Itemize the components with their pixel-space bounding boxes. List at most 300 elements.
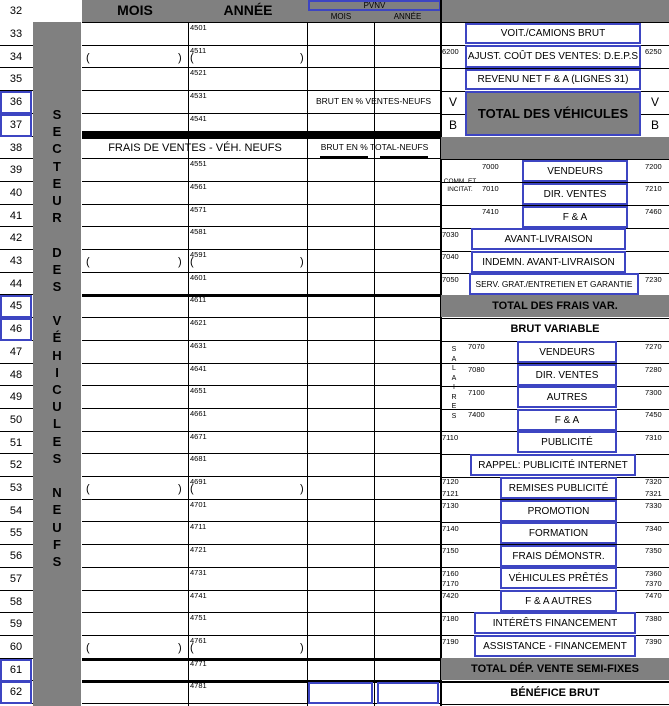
row-number-54: 54 — [9, 505, 23, 517]
annee-cell[interactable] — [188, 613, 307, 636]
mois-cell[interactable] — [82, 659, 188, 682]
annee-cell[interactable] — [188, 182, 307, 205]
open-paren: ( — [190, 52, 194, 64]
section-title-letter: S — [52, 450, 62, 466]
row-number-42: 42 — [9, 232, 23, 244]
code-7450: 7450 — [645, 410, 662, 419]
account-code: 4741 — [190, 591, 207, 600]
close-paren: ) — [300, 483, 304, 495]
interets-box: INTÉRÊTS FINANCEMENT — [474, 612, 636, 634]
pvnv-annee-header: ANNÉE — [393, 12, 422, 21]
account-code: 4511 — [190, 46, 207, 55]
row-number-40: 40 — [9, 187, 23, 199]
row-number-55: 55 — [9, 527, 23, 539]
pvnv-mois-cell[interactable] — [308, 227, 374, 250]
pvnv-mois-cell[interactable] — [308, 159, 374, 182]
annee-cell[interactable] — [188, 46, 307, 69]
pvnv-annee-cell[interactable] — [374, 159, 440, 182]
code-7460: 7460 — [645, 207, 662, 216]
mois-cell[interactable] — [82, 545, 188, 568]
annee-cell[interactable] — [188, 545, 307, 568]
mois-cell[interactable] — [82, 613, 188, 636]
section-title-letter: H — [52, 347, 62, 363]
section-title-letter: V — [52, 313, 62, 329]
mois-cell[interactable] — [82, 568, 188, 591]
benefice-brut: BÉNÉFICE BRUT — [510, 687, 600, 699]
annee-cell[interactable] — [188, 568, 307, 591]
annee-cell[interactable] — [188, 159, 307, 182]
pvnv-mois-cell[interactable] — [308, 591, 374, 614]
code-7200: 7200 — [645, 162, 662, 171]
account-code: 4751 — [190, 613, 207, 622]
account-code: 4691 — [190, 477, 207, 486]
pvnv-annee-cell[interactable] — [374, 613, 440, 636]
sal-dir-ventes-box: DIR. VENTES — [517, 364, 617, 386]
code-7030: 7030 — [442, 230, 459, 239]
code-7410: 7410 — [482, 207, 499, 216]
code-6200: 6200 — [442, 47, 459, 56]
mois-cell[interactable] — [82, 386, 188, 409]
code-7370: 7370 — [645, 579, 662, 588]
pvnv-annee-cell[interactable] — [374, 182, 440, 205]
right-gray-38 — [441, 137, 669, 159]
row-number-53: 53 — [9, 482, 23, 494]
annee-cell[interactable] — [188, 227, 307, 250]
brut-ventes-neufs-label: BRUT EN % VENTES-NEUFS — [316, 96, 432, 106]
annee-cell[interactable] — [188, 23, 307, 46]
pvnv-annee-cell[interactable] — [374, 591, 440, 614]
row-number-49: 49 — [9, 391, 23, 403]
pvnv-mois-cell[interactable] — [308, 23, 374, 46]
v-right: V — [650, 95, 659, 109]
account-code: 4521 — [190, 68, 207, 77]
annee-cell[interactable] — [188, 250, 307, 273]
code-7300: 7300 — [645, 388, 662, 397]
account-code: 4621 — [190, 318, 207, 327]
close-paren: ) — [178, 642, 182, 654]
pvnv-annee-cell[interactable] — [374, 250, 440, 273]
revenu-net-box: REVENU NET F & A (LIGNES 31) — [465, 69, 641, 90]
mois-cell[interactable] — [82, 159, 188, 182]
section-title-letter: I — [55, 364, 59, 380]
annee-cell[interactable] — [188, 659, 307, 682]
mois-cell[interactable] — [82, 522, 188, 545]
row-number-47: 47 — [9, 346, 23, 358]
mois-cell[interactable] — [82, 364, 188, 387]
total-frais-var: TOTAL DES FRAIS VAR. — [492, 300, 618, 312]
pvnv-mois-cell[interactable] — [308, 636, 374, 659]
vendeurs-box: VENDEURS — [522, 160, 628, 182]
account-code: 4711 — [190, 522, 207, 531]
section-title-letter: E — [52, 261, 62, 277]
section-title-vertical — [33, 106, 81, 570]
account-code: 4771 — [190, 659, 207, 668]
code-7160: 7160 — [442, 569, 459, 578]
mois-cell[interactable] — [82, 227, 188, 250]
section-title-letter — [33, 226, 81, 243]
annee-cell[interactable] — [188, 500, 307, 523]
pvnv-annee-cell[interactable] — [374, 409, 440, 432]
account-code: 4781 — [190, 681, 207, 690]
row-number-58: 58 — [9, 596, 23, 608]
avant-livraison-box: AVANT-LIVRAISON — [471, 228, 626, 250]
code-7120: 7120 — [442, 477, 459, 486]
mois-cell[interactable] — [82, 273, 188, 296]
pvnv-annee-cell[interactable] — [374, 341, 440, 364]
salaires-letter: S — [451, 412, 457, 420]
row-number-35: 35 — [9, 73, 23, 85]
salaires-letter: A — [451, 374, 457, 382]
account-code: 4661 — [190, 409, 207, 418]
annee-cell[interactable] — [188, 341, 307, 364]
mois-cell[interactable] — [82, 23, 188, 46]
row-number-38: 38 — [9, 142, 23, 154]
row-number-56: 56 — [9, 550, 23, 562]
pvnv-mois-cell[interactable] — [308, 409, 374, 432]
pvnv-annee-cell[interactable] — [374, 659, 440, 682]
total-dep-vente: TOTAL DÉP. VENTE SEMI-FIXES — [471, 663, 639, 675]
pvnv-annee-cell[interactable] — [374, 454, 440, 477]
annee-cell[interactable] — [188, 114, 307, 137]
pvnv-annee-cell[interactable] — [374, 318, 440, 341]
mois-cell[interactable] — [82, 477, 188, 500]
pvnv-annee-cell[interactable] — [374, 568, 440, 591]
account-code: 4681 — [190, 454, 207, 463]
open-paren: ( — [86, 256, 90, 268]
mois-cell[interactable] — [82, 409, 188, 432]
code-7310: 7310 — [645, 433, 662, 442]
account-code: 4591 — [190, 250, 207, 259]
annee-header: ANNÉE — [223, 2, 273, 18]
section-title-letter: L — [53, 416, 61, 432]
section-title-letter: E — [52, 124, 62, 140]
pvnv-mois-cell[interactable] — [308, 613, 374, 636]
row-number-61: 61 — [0, 659, 32, 682]
row-number-43: 43 — [9, 255, 23, 267]
code-7130: 7130 — [442, 501, 459, 510]
annee-cell[interactable] — [188, 295, 307, 318]
pvnv-annee-cell[interactable] — [374, 545, 440, 568]
brut-variable: BRUT VARIABLE — [510, 323, 600, 335]
account-code: 4671 — [190, 432, 207, 441]
section-title-letter: N — [52, 485, 62, 501]
section-title-letter: U — [52, 192, 62, 208]
account-code: 4631 — [190, 341, 207, 350]
code-7070: 7070 — [468, 342, 485, 351]
code-7321: 7321 — [645, 489, 662, 498]
close-paren: ) — [178, 483, 182, 495]
annee-cell[interactable] — [188, 409, 307, 432]
account-code: 4601 — [190, 273, 207, 282]
account-code: 4721 — [190, 545, 207, 554]
pvnv-annee-cell[interactable] — [374, 91, 440, 114]
account-code: 4571 — [190, 205, 207, 214]
row-number-62: 62 — [0, 681, 32, 704]
row-number-57: 57 — [9, 573, 23, 585]
code-7400: 7400 — [468, 410, 485, 419]
row-number-59: 59 — [9, 618, 23, 630]
code-7040: 7040 — [442, 252, 459, 261]
pvnv-mois-cell[interactable] — [308, 46, 374, 69]
pvnv-mois-cell[interactable] — [308, 250, 374, 273]
account-code: 4501 — [190, 23, 207, 32]
annee-cell[interactable] — [188, 591, 307, 614]
right-header-gray — [441, 0, 669, 22]
pvnv-mois-cell[interactable] — [308, 500, 374, 523]
pvnv-annee-cell[interactable] — [374, 477, 440, 500]
v-left: V — [448, 95, 457, 109]
row-number-48: 48 — [9, 369, 23, 381]
mois-cell[interactable] — [82, 68, 188, 91]
publicite-box: PUBLICITÉ — [517, 431, 617, 453]
mois-cell[interactable] — [82, 182, 188, 205]
pvnv-mois-cell[interactable] — [308, 454, 374, 477]
total-vehicules-box: TOTAL DES VÉHICULES — [465, 91, 641, 136]
pvnv-annee-cell[interactable] — [374, 386, 440, 409]
row-number-32: 32 — [9, 5, 23, 17]
code-6250: 6250 — [645, 47, 662, 56]
open-paren: ( — [190, 642, 194, 654]
pvnv-annee-cell[interactable] — [374, 68, 440, 91]
row-number-33: 33 — [9, 28, 23, 40]
section-title-letter: E — [52, 175, 62, 191]
pvnv-annee-cell[interactable] — [374, 46, 440, 69]
code-7050: 7050 — [442, 275, 459, 284]
frais-demo-box: FRAIS DÉMONSTR. — [500, 545, 617, 567]
mois-cell[interactable] — [82, 454, 188, 477]
ajust-box: AJUST. COÛT DES VENTES: D.E.P.S — [465, 45, 641, 68]
section-title-letter: C — [52, 141, 62, 157]
comm-incitat-label: COMM. ET INCITAT. — [443, 178, 477, 193]
code-7280: 7280 — [645, 365, 662, 374]
mois-cell[interactable] — [82, 205, 188, 228]
pvnv-annee-cell[interactable] — [374, 432, 440, 455]
remises-box: REMISES PUBLICITÉ — [500, 477, 617, 499]
annee-cell[interactable] — [188, 681, 307, 704]
pvnv-mois-cell[interactable] — [308, 568, 374, 591]
pvnv-mois-cell[interactable] — [308, 295, 374, 318]
mois-cell[interactable] — [82, 295, 188, 318]
account-code: 4761 — [190, 636, 207, 645]
account-code: 4641 — [190, 364, 207, 373]
pvnv-mois-header: MOIS — [330, 12, 352, 21]
account-code: 4651 — [190, 386, 207, 395]
promotion-box: PROMOTION — [500, 500, 617, 522]
rappel-box: RAPPEL: PUBLICITÉ INTERNET — [470, 454, 636, 476]
code-7000: 7000 — [482, 162, 499, 171]
assistance-box: ASSISTANCE - FINANCEMENT — [474, 635, 636, 657]
section-title-letter: C — [52, 382, 62, 397]
pvnv-annee-cell[interactable] — [374, 273, 440, 296]
voit-camions-box: VOIT./CAMIONS BRUT — [465, 23, 641, 44]
pvnv-annee-cell[interactable] — [374, 205, 440, 228]
section-title-letter: É — [52, 330, 62, 346]
account-code: 4531 — [190, 91, 207, 100]
code-7350: 7350 — [645, 546, 662, 555]
annee-cell[interactable] — [188, 91, 307, 114]
mois-cell[interactable] — [82, 500, 188, 523]
annee-cell[interactable] — [188, 386, 307, 409]
mois-header: MOIS — [117, 2, 153, 18]
pvnv-mois-cell[interactable] — [308, 364, 374, 387]
open-paren: ( — [86, 52, 90, 64]
pvnv-mois-cell[interactable] — [308, 318, 374, 341]
annee-cell[interactable] — [188, 636, 307, 659]
pvnv-mois-cell[interactable] — [308, 273, 374, 296]
mois-cell[interactable] — [82, 114, 188, 137]
formation-box: FORMATION — [500, 522, 617, 544]
account-code: 4731 — [190, 568, 207, 577]
code-7010: 7010 — [482, 184, 499, 193]
code-7210: 7210 — [645, 184, 662, 193]
fa-box: F & A — [522, 206, 628, 228]
code-7270: 7270 — [645, 342, 662, 351]
fa-autres-box: F & A AUTRES — [500, 590, 617, 612]
code-7140: 7140 — [442, 524, 459, 533]
section-title-letter: S — [52, 553, 62, 569]
open-paren: ( — [190, 483, 194, 495]
section-title-letter: E — [52, 502, 62, 518]
pvnv-mois-cell[interactable] — [308, 659, 374, 682]
section-title-letter — [33, 295, 81, 312]
pvnv-annee-cell[interactable] — [374, 227, 440, 250]
salaires-vertical — [445, 345, 463, 421]
mois-cell[interactable] — [82, 636, 188, 659]
annee-cell[interactable] — [188, 273, 307, 296]
code-7150: 7150 — [442, 546, 459, 555]
code-7330: 7330 — [645, 501, 662, 510]
pvnv-mois-cell[interactable] — [308, 91, 374, 114]
section-title-letter: D — [52, 244, 62, 260]
pvnv-annee-cell[interactable] — [374, 522, 440, 545]
account-code: 4701 — [190, 500, 207, 509]
section-title-letter: U — [52, 399, 62, 415]
row-number-37: 37 — [0, 114, 32, 137]
mois-cell[interactable] — [82, 91, 188, 114]
salaires-letter: R — [451, 393, 457, 401]
pvnv-annee-cell[interactable] — [374, 114, 440, 137]
row-number-44: 44 — [9, 278, 23, 290]
indemn-box: INDEMN. AVANT-LIVRAISON — [471, 251, 626, 273]
sal-vendeurs-box: VENDEURS — [517, 341, 617, 363]
annee-cell[interactable] — [188, 522, 307, 545]
code-7360: 7360 — [645, 569, 662, 578]
pvnv-mois-cell[interactable] — [308, 182, 374, 205]
annee-cell[interactable] — [188, 364, 307, 387]
pvnv-annee-input[interactable] — [377, 682, 439, 704]
close-paren: ) — [300, 642, 304, 654]
annee-cell[interactable] — [188, 205, 307, 228]
section-title-letter: E — [52, 433, 62, 449]
sal-fa-box: F & A — [517, 409, 617, 431]
serv-grat-box: SERV. GRAT./ENTRETIEN ET GARANTIE — [469, 273, 639, 295]
row-number-36: 36 — [0, 91, 32, 114]
pvnv-mois-cell[interactable] — [308, 386, 374, 409]
pvnv-mois-cell[interactable] — [308, 545, 374, 568]
pvnv-mois-cell[interactable] — [308, 432, 374, 455]
code-7100: 7100 — [468, 388, 485, 397]
code-7121: 7121 — [442, 489, 459, 498]
account-code: 4581 — [190, 227, 207, 236]
mois-cell[interactable] — [82, 681, 188, 704]
mois-cell[interactable] — [82, 250, 188, 273]
code-7190: 7190 — [442, 637, 459, 646]
row-number-51: 51 — [9, 437, 23, 449]
mois-cell[interactable] — [82, 432, 188, 455]
pvnv-mois-cell[interactable] — [308, 522, 374, 545]
salaires-letter: E — [451, 403, 457, 410]
code-7380: 7380 — [645, 614, 662, 623]
pvnv-mois-cell[interactable] — [308, 68, 374, 91]
annee-cell[interactable] — [188, 318, 307, 341]
pvnv-mois-input[interactable] — [308, 682, 373, 704]
close-paren: ) — [300, 52, 304, 64]
account-code: 4611 — [190, 295, 207, 304]
close-paren: ) — [300, 256, 304, 268]
section-title-letter: S — [52, 278, 62, 294]
row-number-52: 52 — [9, 459, 23, 471]
pvnv-annee-cell[interactable] — [374, 295, 440, 318]
account-code: 4541 — [190, 114, 207, 123]
salaires-letter: L — [452, 365, 456, 372]
pvnv-annee-cell[interactable] — [374, 364, 440, 387]
annee-cell[interactable] — [188, 68, 307, 91]
pvnv-mois-cell[interactable] — [308, 205, 374, 228]
open-paren: ( — [86, 642, 90, 654]
pvnv-annee-cell[interactable] — [374, 23, 440, 46]
code-7230: 7230 — [645, 275, 662, 284]
salaires-letter: S — [451, 346, 457, 353]
brut-total-neufs-label: BRUT EN % TOTAL-NEUFS — [320, 142, 429, 152]
pvnv-mois-cell[interactable] — [308, 477, 374, 500]
row-number-34: 34 — [9, 51, 23, 63]
annee-cell[interactable] — [188, 477, 307, 500]
open-paren: ( — [86, 483, 90, 495]
section-title-letter: S — [52, 107, 62, 122]
pvnv-mois-cell[interactable] — [308, 114, 374, 137]
b-left: B — [448, 118, 457, 132]
mois-cell[interactable] — [82, 591, 188, 614]
section-title-letter — [33, 467, 81, 484]
row-number-46: 46 — [0, 318, 32, 341]
open-paren: ( — [190, 256, 194, 268]
close-paren: ) — [178, 256, 182, 268]
mois-cell[interactable] — [82, 318, 188, 341]
frais-ventes-title: FRAIS DE VENTES - VÉH. NEUFS — [108, 142, 282, 154]
code-7080: 7080 — [468, 365, 485, 374]
account-code: 4561 — [190, 182, 207, 191]
pvnv-annee-cell[interactable] — [374, 500, 440, 523]
annee-cell[interactable] — [188, 454, 307, 477]
code-7470: 7470 — [645, 591, 662, 600]
dir-ventes-box: DIR. VENTES — [522, 183, 628, 205]
row-number-39: 39 — [9, 164, 23, 176]
section-title-letter: T — [53, 158, 61, 174]
account-code: 4551 — [190, 159, 207, 168]
mois-cell[interactable] — [82, 341, 188, 364]
row-number-45: 45 — [0, 295, 32, 318]
mois-cell[interactable] — [82, 46, 188, 69]
code-7180: 7180 — [442, 614, 459, 623]
pvnv-mois-cell[interactable] — [308, 341, 374, 364]
pvnv-annee-cell[interactable] — [374, 636, 440, 659]
b-right: B — [650, 118, 659, 132]
code-7420: 7420 — [442, 591, 459, 600]
section-title-letter: F — [53, 536, 61, 552]
autres-box: AUTRES — [517, 386, 617, 408]
code-7340: 7340 — [645, 524, 662, 533]
annee-cell[interactable] — [188, 432, 307, 455]
